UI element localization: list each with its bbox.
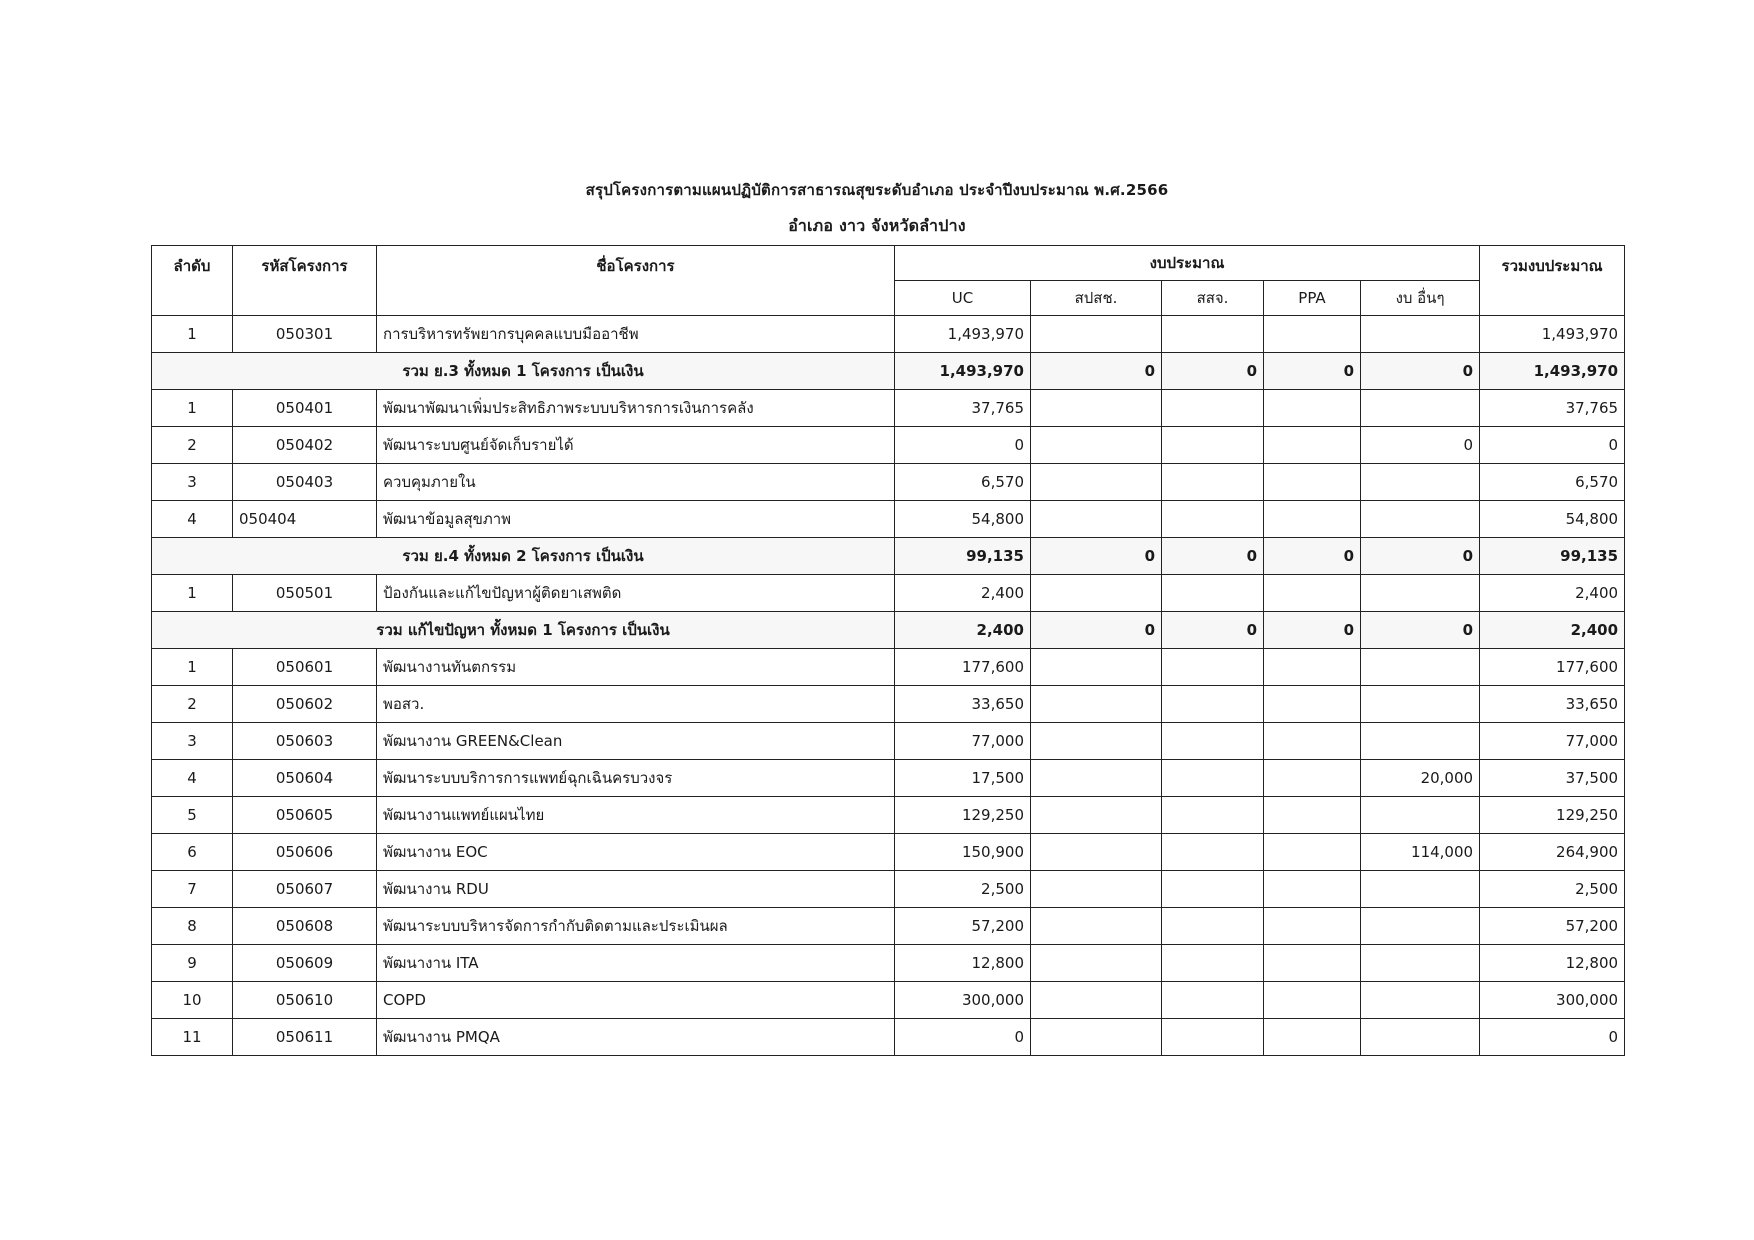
- cell-uc: 1,493,970: [895, 353, 1031, 390]
- cell-name: พัฒนาข้อมูลสุขภาพ: [377, 501, 895, 538]
- cell-code: 050611: [233, 1019, 377, 1056]
- header-total: รวมงบประมาณ: [1480, 246, 1625, 316]
- cell-uc: 54,800: [895, 501, 1031, 538]
- cell-ppa: 0: [1264, 353, 1361, 390]
- cell-ppa: [1264, 945, 1361, 982]
- cell-sso: [1162, 686, 1264, 723]
- cell-name: พัฒนางาน EOC: [377, 834, 895, 871]
- table-row: [152, 1019, 1625, 1056]
- cell-uc: 33,650: [895, 686, 1031, 723]
- cell-ppa: [1264, 464, 1361, 501]
- header-other: งบ อื่นๆ: [1361, 281, 1480, 316]
- cell-sposo: [1031, 427, 1162, 464]
- cell-code: 050402: [233, 427, 377, 464]
- cell-other: [1361, 908, 1480, 945]
- summary-row: [152, 538, 1625, 575]
- cell-total: 37,765: [1480, 390, 1625, 427]
- header-code: รหัสโครงการ: [233, 246, 377, 316]
- cell-order: 4: [152, 760, 233, 797]
- cell-order: 3: [152, 723, 233, 760]
- cell-code: 050601: [233, 649, 377, 686]
- cell-uc: 0: [895, 427, 1031, 464]
- table-row: [152, 723, 1625, 760]
- cell-sso: [1162, 797, 1264, 834]
- cell-uc: 2,400: [895, 575, 1031, 612]
- table-row: [152, 316, 1625, 353]
- table-row: [152, 501, 1625, 538]
- summary-label: รวม แก้ไขปัญหา ทั้งหมด 1 โครงการ เป็นเงิน: [152, 612, 895, 649]
- cell-other: [1361, 390, 1480, 427]
- cell-sso: [1162, 649, 1264, 686]
- cell-ppa: [1264, 501, 1361, 538]
- cell-sposo: 0: [1031, 538, 1162, 575]
- header-name: ชื่อโครงการ: [377, 246, 895, 316]
- cell-order: 8: [152, 908, 233, 945]
- cell-order: 1: [152, 316, 233, 353]
- cell-sso: [1162, 575, 1264, 612]
- cell-sposo: [1031, 316, 1162, 353]
- cell-ppa: [1264, 723, 1361, 760]
- header-sso: สสจ.: [1162, 281, 1264, 316]
- cell-sposo: [1031, 797, 1162, 834]
- cell-sposo: [1031, 834, 1162, 871]
- cell-sso: [1162, 390, 1264, 427]
- cell-sposo: [1031, 760, 1162, 797]
- cell-ppa: [1264, 908, 1361, 945]
- cell-sposo: 0: [1031, 612, 1162, 649]
- cell-order: 7: [152, 871, 233, 908]
- cell-sposo: 0: [1031, 353, 1162, 390]
- cell-uc: 12,800: [895, 945, 1031, 982]
- header-budget: งบประมาณ: [895, 246, 1480, 281]
- cell-name: พัฒนาระบบบริการการแพทย์ฉุกเฉินครบวงจร: [377, 760, 895, 797]
- cell-other: [1361, 871, 1480, 908]
- cell-order: 1: [152, 649, 233, 686]
- cell-order: 9: [152, 945, 233, 982]
- cell-uc: 1,493,970: [895, 316, 1031, 353]
- cell-total: 2,400: [1480, 612, 1625, 649]
- cell-total: 264,900: [1480, 834, 1625, 871]
- cell-code: 050401: [233, 390, 377, 427]
- cell-total: 129,250: [1480, 797, 1625, 834]
- cell-sposo: [1031, 464, 1162, 501]
- cell-order: 1: [152, 390, 233, 427]
- cell-order: 4: [152, 501, 233, 538]
- cell-uc: 77,000: [895, 723, 1031, 760]
- cell-code: 050609: [233, 945, 377, 982]
- cell-sposo: [1031, 723, 1162, 760]
- table-row: [152, 575, 1625, 612]
- cell-total: 2,500: [1480, 871, 1625, 908]
- table-row: [152, 797, 1625, 834]
- document-title: สรุปโครงการตามแผนปฏิบัติการสาธารณสุขระดับอำเภอ ประจำปีงบประมาณ พ.ศ.2566: [585, 181, 1169, 199]
- cell-code: 050604: [233, 760, 377, 797]
- cell-name: พัฒนาระบบบริหารจัดการกำกับติดตามและประเมินผล: [377, 908, 895, 945]
- cell-uc: 150,900: [895, 834, 1031, 871]
- cell-sso: [1162, 834, 1264, 871]
- cell-other: 0: [1361, 612, 1480, 649]
- cell-name: พัฒนางานทันตกรรม: [377, 649, 895, 686]
- cell-order: 6: [152, 834, 233, 871]
- cell-ppa: [1264, 797, 1361, 834]
- cell-other: [1361, 501, 1480, 538]
- cell-name: การบริหารทรัพยากรบุคคลแบบมืออาชีพ: [377, 316, 895, 353]
- table-row: [152, 945, 1625, 982]
- header-order: ลำดับ: [152, 246, 233, 316]
- cell-ppa: [1264, 686, 1361, 723]
- cell-ppa: 0: [1264, 612, 1361, 649]
- cell-other: 0: [1361, 538, 1480, 575]
- cell-sso: [1162, 945, 1264, 982]
- cell-other: 20,000: [1361, 760, 1480, 797]
- cell-total: 12,800: [1480, 945, 1625, 982]
- cell-name: ป้องกันและแก้ไขปัญหาผู้ติดยาเสพติด: [377, 575, 895, 612]
- cell-total: 0: [1480, 427, 1625, 464]
- cell-ppa: 0: [1264, 538, 1361, 575]
- cell-total: 0: [1480, 1019, 1625, 1056]
- cell-other: 0: [1361, 427, 1480, 464]
- cell-other: [1361, 723, 1480, 760]
- cell-order: 2: [152, 427, 233, 464]
- cell-name: พัฒนางาน RDU: [377, 871, 895, 908]
- cell-other: [1361, 1019, 1480, 1056]
- cell-total: 99,135: [1480, 538, 1625, 575]
- header-ppa: PPA: [1264, 281, 1361, 316]
- cell-sso: 0: [1162, 538, 1264, 575]
- cell-name: COPD: [377, 982, 895, 1019]
- cell-total: 6,570: [1480, 464, 1625, 501]
- cell-name: พัฒนางาน ITA: [377, 945, 895, 982]
- cell-uc: 57,200: [895, 908, 1031, 945]
- cell-order: 1: [152, 575, 233, 612]
- table-row: [152, 760, 1625, 797]
- cell-sposo: [1031, 390, 1162, 427]
- cell-code: 050403: [233, 464, 377, 501]
- cell-sso: [1162, 427, 1264, 464]
- cell-ppa: [1264, 871, 1361, 908]
- cell-ppa: [1264, 427, 1361, 464]
- table-row: [152, 686, 1625, 723]
- cell-total: 300,000: [1480, 982, 1625, 1019]
- summary-row: [152, 353, 1625, 390]
- cell-name: ควบคุมภายใน: [377, 464, 895, 501]
- cell-other: [1361, 316, 1480, 353]
- cell-sso: [1162, 501, 1264, 538]
- cell-total: 33,650: [1480, 686, 1625, 723]
- cell-other: 114,000: [1361, 834, 1480, 871]
- cell-total: 37,500: [1480, 760, 1625, 797]
- cell-name: พัฒนางานแพทย์แผนไทย: [377, 797, 895, 834]
- cell-sso: [1162, 871, 1264, 908]
- cell-other: [1361, 649, 1480, 686]
- cell-code: 050602: [233, 686, 377, 723]
- cell-sposo: [1031, 1019, 1162, 1056]
- summary-row: [152, 612, 1625, 649]
- cell-other: [1361, 982, 1480, 1019]
- cell-total: 177,600: [1480, 649, 1625, 686]
- cell-uc: 37,765: [895, 390, 1031, 427]
- table-row: [152, 464, 1625, 501]
- cell-total: 57,200: [1480, 908, 1625, 945]
- table-row: [152, 834, 1625, 871]
- cell-uc: 129,250: [895, 797, 1031, 834]
- cell-sposo: [1031, 686, 1162, 723]
- cell-ppa: [1264, 834, 1361, 871]
- cell-ppa: [1264, 316, 1361, 353]
- cell-code: 050603: [233, 723, 377, 760]
- cell-sso: [1162, 982, 1264, 1019]
- cell-code: 050610: [233, 982, 377, 1019]
- cell-uc: 2,400: [895, 612, 1031, 649]
- summary-label: รวม ย.3 ทั้งหมด 1 โครงการ เป็นเงิน: [152, 353, 895, 390]
- cell-sso: 0: [1162, 612, 1264, 649]
- table-row: [152, 908, 1625, 945]
- cell-name: พัฒนาระบบศูนย์จัดเก็บรายได้: [377, 427, 895, 464]
- cell-ppa: [1264, 390, 1361, 427]
- cell-other: [1361, 686, 1480, 723]
- cell-sso: 0: [1162, 353, 1264, 390]
- cell-ppa: [1264, 575, 1361, 612]
- cell-sso: [1162, 464, 1264, 501]
- cell-code: 050404: [233, 501, 377, 538]
- cell-name: พัฒนางาน PMQA: [377, 1019, 895, 1056]
- budget-table: [151, 245, 1625, 1056]
- cell-ppa: [1264, 1019, 1361, 1056]
- cell-order: 11: [152, 1019, 233, 1056]
- cell-sposo: [1031, 945, 1162, 982]
- cell-name: พัฒนาพัฒนาเพิ่มประสิทธิภาพระบบบริหารการเงินการคลัง: [377, 390, 895, 427]
- cell-uc: 177,600: [895, 649, 1031, 686]
- cell-ppa: [1264, 982, 1361, 1019]
- cell-ppa: [1264, 649, 1361, 686]
- cell-uc: 300,000: [895, 982, 1031, 1019]
- cell-sso: [1162, 1019, 1264, 1056]
- cell-sposo: [1031, 871, 1162, 908]
- cell-other: [1361, 575, 1480, 612]
- cell-total: 1,493,970: [1480, 316, 1625, 353]
- table-row: [152, 982, 1625, 1019]
- cell-ppa: [1264, 760, 1361, 797]
- cell-other: [1361, 464, 1480, 501]
- cell-sposo: [1031, 501, 1162, 538]
- cell-uc: 2,500: [895, 871, 1031, 908]
- table-row: [152, 871, 1625, 908]
- cell-sposo: [1031, 649, 1162, 686]
- cell-sposo: [1031, 982, 1162, 1019]
- cell-code: 050605: [233, 797, 377, 834]
- cell-other: [1361, 797, 1480, 834]
- cell-sso: [1162, 908, 1264, 945]
- cell-total: 2,400: [1480, 575, 1625, 612]
- cell-sposo: [1031, 575, 1162, 612]
- cell-name: พอสว.: [377, 686, 895, 723]
- table-row: [152, 390, 1625, 427]
- table-row: [152, 427, 1625, 464]
- cell-order: 5: [152, 797, 233, 834]
- cell-sso: [1162, 723, 1264, 760]
- cell-total: 77,000: [1480, 723, 1625, 760]
- cell-sso: [1162, 760, 1264, 797]
- cell-code: 050607: [233, 871, 377, 908]
- cell-code: 050608: [233, 908, 377, 945]
- cell-uc: 17,500: [895, 760, 1031, 797]
- budget-table-body: [152, 316, 1625, 1056]
- cell-code: 050301: [233, 316, 377, 353]
- cell-total: 54,800: [1480, 501, 1625, 538]
- cell-sposo: [1031, 908, 1162, 945]
- cell-sso: [1162, 316, 1264, 353]
- summary-label: รวม ย.4 ทั้งหมด 2 โครงการ เป็นเงิน: [152, 538, 895, 575]
- cell-order: 2: [152, 686, 233, 723]
- document-subtitle: อำเภอ งาว จังหวัดลำปาง: [788, 216, 966, 235]
- cell-other: 0: [1361, 353, 1480, 390]
- header-sposo: สปสช.: [1031, 281, 1162, 316]
- table-row: [152, 649, 1625, 686]
- cell-uc: 0: [895, 1019, 1031, 1056]
- cell-name: พัฒนางาน GREEN&Clean: [377, 723, 895, 760]
- cell-total: 1,493,970: [1480, 353, 1625, 390]
- cell-uc: 99,135: [895, 538, 1031, 575]
- cell-order: 3: [152, 464, 233, 501]
- header-uc: UC: [895, 281, 1031, 316]
- cell-code: 050606: [233, 834, 377, 871]
- cell-uc: 6,570: [895, 464, 1031, 501]
- cell-order: 10: [152, 982, 233, 1019]
- cell-other: [1361, 945, 1480, 982]
- cell-code: 050501: [233, 575, 377, 612]
